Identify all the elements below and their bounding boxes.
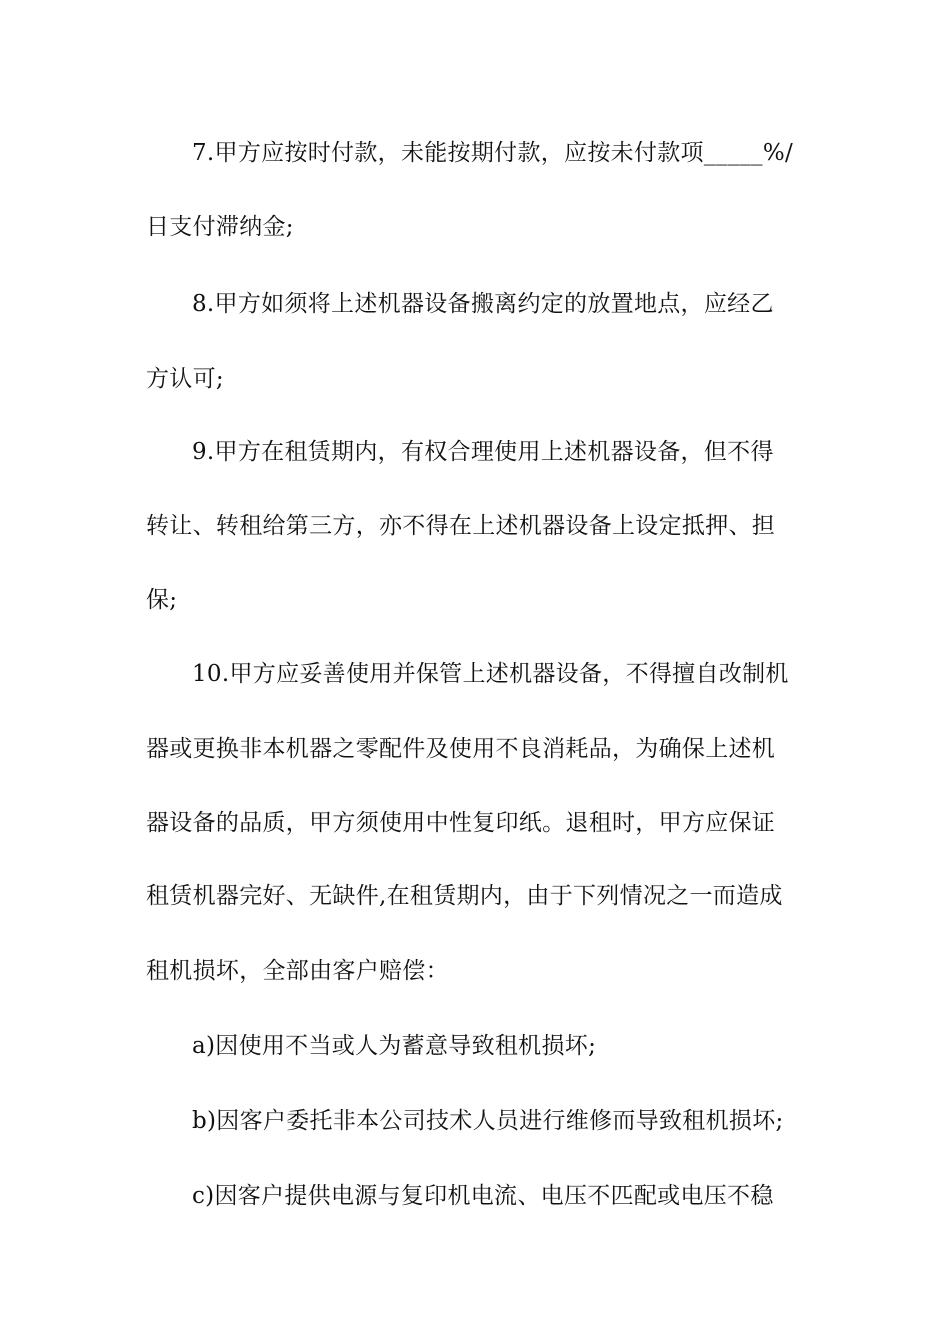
sub-item-a: a)因使用不当或人为蓄意导致租机损坏; [192, 1033, 597, 1059]
clause-10-line-5: 租机损坏，全部由客户赔偿： [146, 958, 449, 984]
clause-10-line-2: 器或更换非本机器之零配件及使用不良消耗品，为确保上述机 [146, 736, 776, 762]
clause-7-line-2: 日支付滞纳金; [146, 214, 294, 240]
clause-10-line-3: 器设备的品质，甲方须使用中性复印纸。退租时，甲方应保证 [146, 810, 776, 836]
clause-9-line-1: 9.甲方在租赁期内，有权合理使用上述机器设备，但不得 [192, 439, 774, 465]
clause-10-line-1: 10.甲方应妥善使用并保管上述机器设备，不得擅自改制机 [192, 661, 789, 687]
clause-9-line-2: 转让、转租给第三方，亦不得在上述机器设备上设定抵押、担 [146, 513, 776, 539]
sub-item-b: b)因客户委托非本公司技术人员进行维修而导致租机损坏; [192, 1108, 784, 1134]
clause-10-line-4: 租赁机器完好、无缺件,在租赁期内，由于下列情况之一而造成 [146, 883, 783, 909]
clause-8-line-1: 8.甲方如须将上述机器设备搬离约定的放置地点，应经乙 [192, 291, 774, 317]
clause-8-line-2: 方认可; [146, 366, 224, 392]
clause-9-line-3: 保; [146, 587, 178, 613]
sub-item-c: c)因客户提供电源与复印机电流、电压不匹配或电压不稳 [192, 1183, 774, 1209]
clause-7-line-1: 7.甲方应按时付款，未能按期付款，应按未付款项_____%/ [192, 140, 794, 166]
